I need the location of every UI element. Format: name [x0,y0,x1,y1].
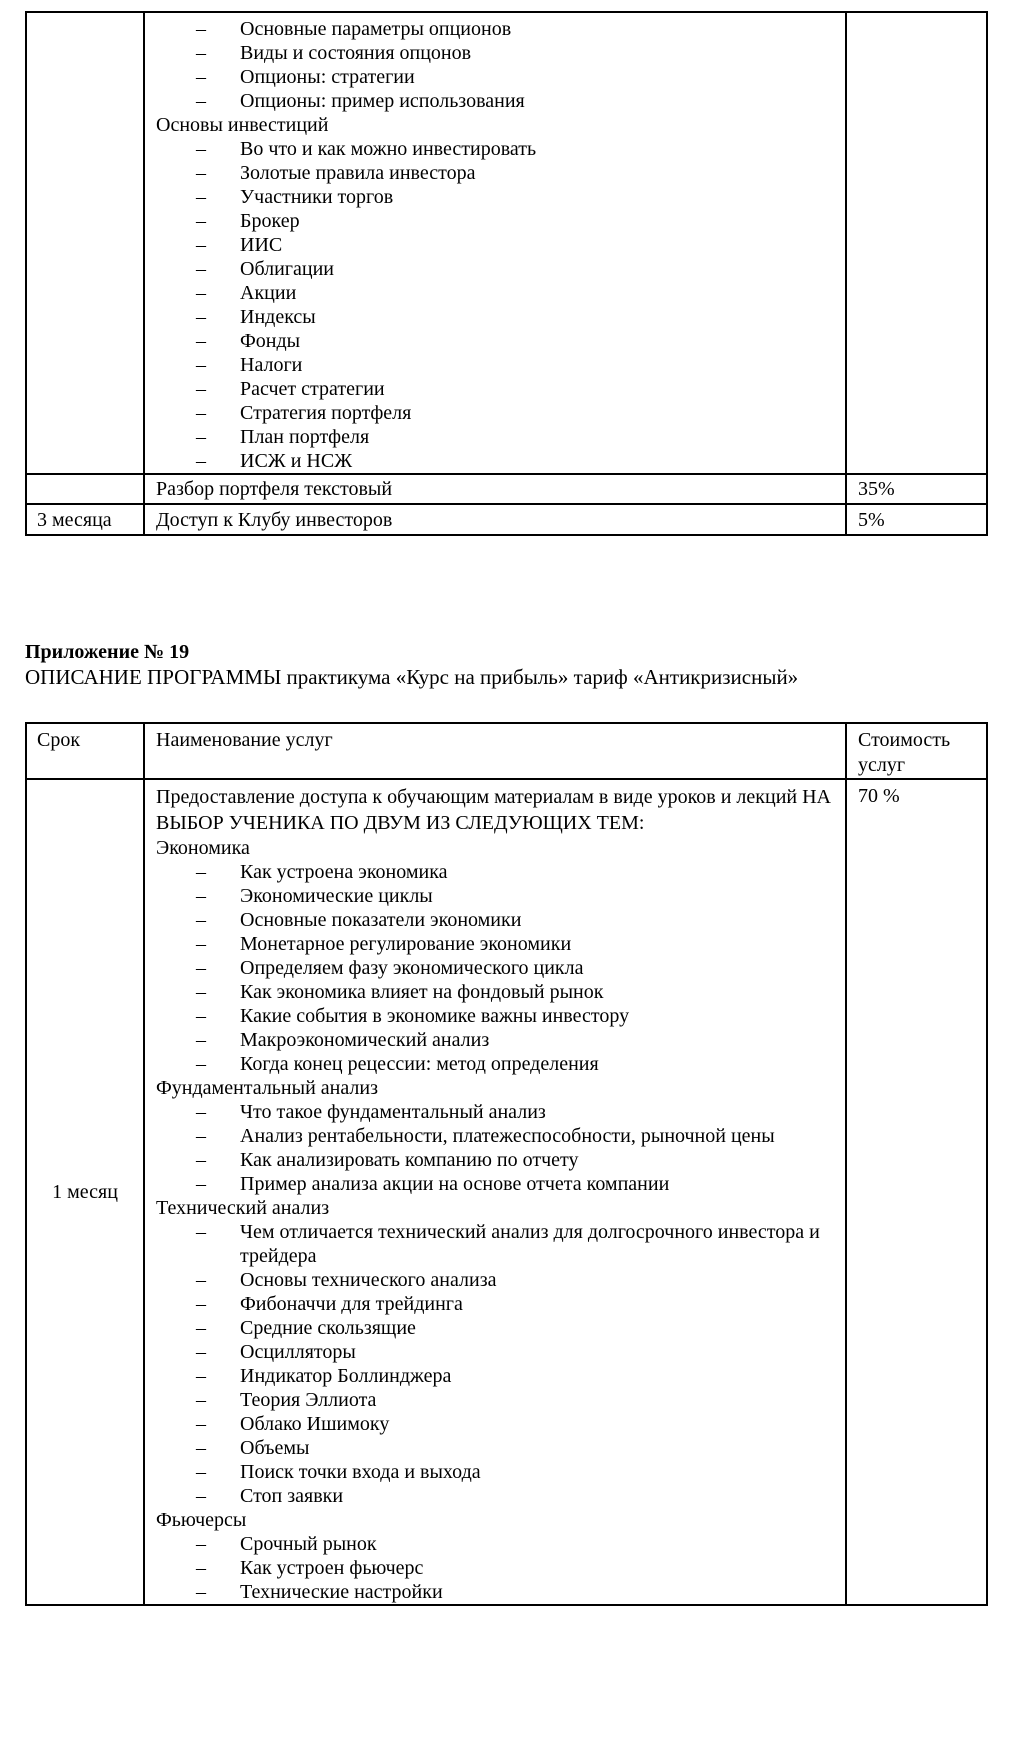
header-period: Срок [26,723,144,779]
list-item-text: Индексы [240,306,316,328]
list-item-text: Облигации [240,258,334,280]
list-item [156,1148,835,1172]
list-item-text: Фибоначчи для трейдинга [240,1293,463,1315]
dash-marker: – [196,66,206,88]
list-item-text: Как анализировать компанию по отчету [240,1149,579,1171]
list-item-text: Основы технического анализа [240,1269,497,1291]
list-item-text: Облако Ишимоку [240,1413,390,1435]
list-item-text: План портфеля [240,426,370,448]
dash-marker: – [196,1365,206,1387]
period-cell-empty [26,12,144,474]
list-item [156,1580,835,1604]
header-service: Наименование услуг [144,723,846,779]
cost-cell [846,474,987,504]
list-item [156,209,835,233]
dash-marker: – [196,933,206,955]
list-item-text: Индикатор Боллинджера [240,1365,452,1387]
dash-marker: – [196,306,206,328]
list-item-text: Брокер [240,210,300,232]
service-cell [144,474,846,504]
list-item [156,956,835,980]
list-item [156,449,835,473]
list-item [156,1220,835,1268]
service-text: Разбор портфеля текстовый [156,478,393,500]
period-text: 3 месяца [37,509,112,531]
list-item-text: Макроэкономический анализ [240,1029,490,1051]
list-item-text: Определяем фазу экономического цикла [240,957,584,979]
list-item [156,1124,835,1148]
table-row [26,12,987,474]
list-item [156,1388,835,1412]
service-text: Доступ к Клубу инвесторов [156,509,393,531]
list-item [156,257,835,281]
dash-marker: – [196,18,206,40]
tariff-table-continued [25,11,988,536]
dash-marker: – [196,330,206,352]
list-item [156,860,835,884]
list-item-text: Теория Эллиота [240,1389,377,1411]
dash-marker: – [196,210,206,232]
dash-marker: – [196,1341,206,1363]
program-table [25,722,988,1606]
list-item [156,884,835,908]
dash-marker: – [196,1557,206,1579]
dash-marker: – [196,1221,206,1243]
dash-marker: – [196,1461,206,1483]
list-item [156,185,835,209]
list-item-text: Во что и как можно инвестировать [240,138,537,160]
period-cell-empty [26,474,144,504]
list-item [156,1364,835,1388]
dash-marker: – [196,861,206,883]
list-item-text: Налоги [240,354,303,376]
dash-marker: – [196,1053,206,1075]
list-item [156,1004,835,1028]
appendix-title: Приложение № 19 [25,641,190,663]
dash-marker: – [196,909,206,931]
dash-marker: – [196,186,206,208]
list-item [156,1484,835,1508]
list-item [156,932,835,956]
dash-marker: – [196,1413,206,1435]
list-item [156,1100,835,1124]
list-item-text: Стоп заявки [240,1485,344,1507]
cost-cell [846,779,987,1605]
dash-marker: – [196,450,206,472]
list-item-text: Объемы [240,1437,310,1459]
list-item [156,1172,835,1196]
list-item [156,17,835,41]
list-item [156,1556,835,1580]
list-item-text: Основные показатели экономики [240,909,522,931]
list-item [156,1052,835,1076]
section-title: Фьючерсы [156,1509,247,1531]
service-cell [144,504,846,535]
period-cell [26,779,144,1605]
list-item [156,1316,835,1340]
dash-marker: – [196,234,206,256]
list-item [156,161,835,185]
service-cell [144,12,846,474]
dash-marker: – [196,1269,206,1291]
cost-text: 70 % [858,785,900,807]
dash-marker: – [196,1005,206,1027]
table-row [26,779,987,1605]
list-item-text: Срочный рынок [240,1533,377,1555]
list-item-text: Анализ рентабельности, платежеспособности, рыночной цены [240,1125,775,1147]
dash-marker: – [196,402,206,424]
list-item-text: Средние скользящие [240,1317,416,1339]
category-title: Основы инвестиций [156,114,329,136]
list-item [156,1412,835,1436]
dash-marker: – [196,258,206,280]
list-item-text: Поиск точки входа и выхода [240,1461,481,1483]
list-item-text: Опционы: стратегии [240,66,415,88]
list-item [156,89,835,113]
list-item-text: Пример анализа акции на основе отчета компании [240,1173,670,1195]
list-item-text: Что такое фундаментальный анализ [240,1101,546,1123]
list-item-text: ИИС [240,234,283,256]
dash-marker: – [196,1029,206,1051]
list-item-text: Как устроен фьючерс [240,1557,424,1579]
list-item [156,377,835,401]
section-title: Технический анализ [156,1197,330,1219]
list-item [156,425,835,449]
dash-marker: – [196,1149,206,1171]
dash-marker: – [196,42,206,64]
list-item-text: Расчет стратегии [240,378,385,400]
dash-marker: – [196,1485,206,1507]
list-item [156,305,835,329]
dash-marker: – [196,1389,206,1411]
list-item-text: Фонды [240,330,301,352]
dash-marker: – [196,354,206,376]
section-title: Фундаментальный анализ [156,1077,378,1099]
dash-marker: – [196,90,206,112]
list-item-text: Как устроена экономика [240,861,448,883]
service-cell [144,779,846,1605]
list-item [156,329,835,353]
dash-marker: – [196,981,206,1003]
appendix-description: ОПИСАНИЕ ПРОГРАММЫ практикума «Курс на прибыль» тариф «Антикризисный» [25,665,799,689]
cost-cell-empty [846,12,987,474]
list-item-text: Экономические циклы [240,885,433,907]
dash-marker: – [196,1173,206,1195]
list-item [156,137,835,161]
table-row [26,474,987,504]
table-row [26,504,987,535]
dash-marker: – [196,1437,206,1459]
list-item [156,1292,835,1316]
list-item [156,1436,835,1460]
list-item-text: Акции [240,282,297,304]
dash-marker: – [196,162,206,184]
list-item-text: ИСЖ и НСЖ [240,450,353,472]
list-item [156,1268,835,1292]
period-cell [26,504,144,535]
list-item-text: Какие события в экономике важны инвестору [240,1005,630,1027]
dash-marker: – [196,1293,206,1315]
list-item [156,1028,835,1052]
dash-marker: – [196,1533,206,1555]
list-item-text: Чем отличается технический анализ для долгосрочного инвестора и трейдера [240,1221,820,1267]
list-item [156,980,835,1004]
cost-cell [846,504,987,535]
topic-list [156,17,835,113]
cost-text: 35% [858,478,895,500]
list-item [156,401,835,425]
list-item-text: Стратегия портфеля [240,402,412,424]
list-item-text: Виды и состояния опцонов [240,42,472,64]
list-item [156,1340,835,1364]
service-intro: Предоставление доступа к обучающим материалам в виде уроков и лекций НА ВЫБОР УЧЕНИКА ПО ДВУМ ИЗ СЛЕДУЮЩИХ ТЕМ: [156,786,831,834]
list-item [156,233,835,257]
list-item-text: Участники торгов [240,186,394,208]
list-item-text: Монетарное регулирование экономики [240,933,572,955]
list-item [156,65,835,89]
list-item [156,1460,835,1484]
dash-marker: – [196,1317,206,1339]
dash-marker: – [196,426,206,448]
appendix-heading [25,640,1005,690]
table-header-row [26,723,987,779]
list-item-text: Осцилляторы [240,1341,356,1363]
dash-marker: – [196,885,206,907]
dash-marker: – [196,378,206,400]
list-item-text: Золотые правила инвестора [240,162,476,184]
dash-marker: – [196,282,206,304]
dash-marker: – [196,1125,206,1147]
list-item [156,281,835,305]
list-item-text: Как экономика влияет на фондовый рынок [240,981,604,1003]
list-item [156,353,835,377]
dash-marker: – [196,957,206,979]
header-cost: Стоимость услуг [846,723,987,779]
topic-list [156,137,835,473]
list-item [156,41,835,65]
section-title: Экономика [156,837,250,859]
topic-sections [156,836,835,1604]
list-item-text: Опционы: пример использования [240,90,525,112]
list-item [156,908,835,932]
dash-marker: – [196,138,206,160]
cost-text: 5% [858,509,885,531]
list-item-text: Когда конец рецессии: метод определения [240,1053,599,1075]
dash-marker: – [196,1581,206,1603]
dash-marker: – [196,1101,206,1123]
period-text: 1 месяц [52,1181,118,1203]
list-item [156,1532,835,1556]
list-item-text: Технические настройки [240,1581,443,1603]
list-item-text: Основные параметры опционов [240,18,512,40]
